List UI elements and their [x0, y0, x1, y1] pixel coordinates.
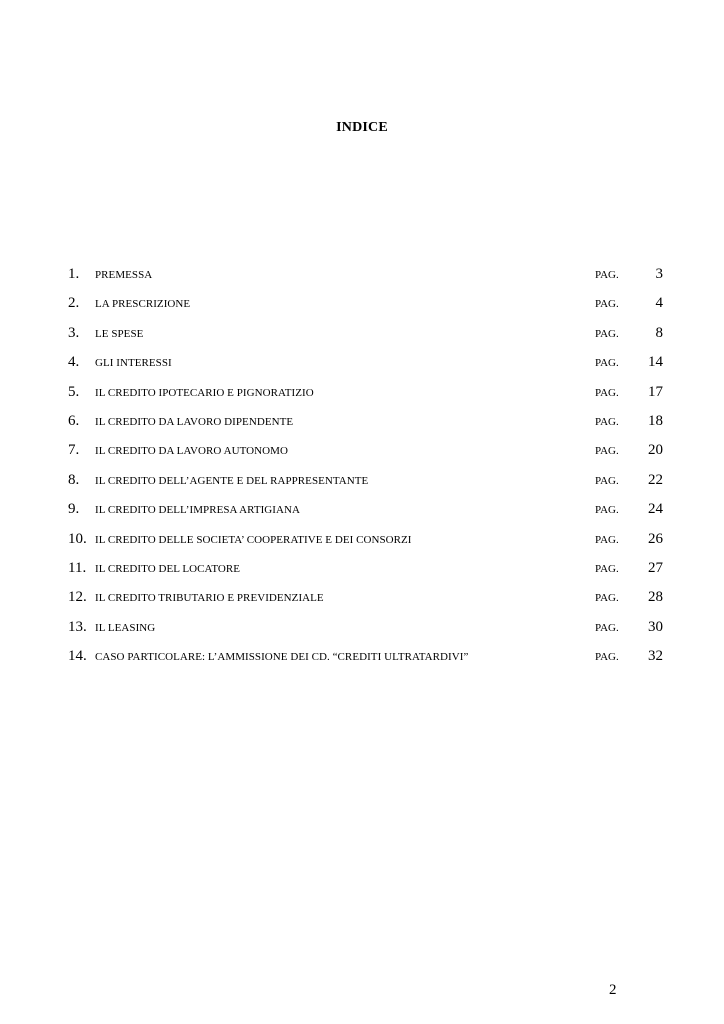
- toc-entry-11: [68, 558, 668, 587]
- toc-pag-label: PAG.: [595, 386, 619, 399]
- toc-entry-number: 6.: [68, 412, 80, 429]
- toc-pag-label: PAG.: [595, 504, 619, 517]
- toc-entry-title: IL CREDITO DELL’IMPRESA ARTIGIANA: [95, 504, 300, 517]
- toc-entry-2: [68, 293, 668, 322]
- toc-pag-label: PAG.: [595, 445, 619, 458]
- toc-entry-title: IL CREDITO TRIBUTARIO E PREVIDENZIALE: [95, 592, 324, 605]
- toc-entry-title: LA PRESCRIZIONE: [95, 298, 191, 311]
- toc-pag-label: PAG.: [595, 357, 619, 370]
- toc-entry-number: 5.: [68, 383, 80, 400]
- toc-entry-number: 14.: [68, 648, 87, 665]
- toc-entry-number: 13.: [68, 618, 87, 635]
- toc-pag-label: PAG.: [595, 562, 619, 575]
- toc-entry-number: 12.: [68, 589, 87, 606]
- toc-page-number: 24: [648, 501, 663, 518]
- toc-pag-label: PAG.: [595, 474, 619, 487]
- toc-entry-5: [68, 382, 668, 411]
- toc-entry-12: [68, 587, 668, 616]
- toc-pag-label: PAG.: [595, 533, 619, 546]
- toc-pag-label: PAG.: [595, 621, 619, 634]
- toc-entry-1: [68, 264, 668, 293]
- page-number: 2: [609, 982, 617, 998]
- toc-entry-title: PREMESSA: [95, 269, 153, 281]
- toc-entry-number: 1.: [68, 266, 80, 282]
- toc-pag-label: PAG.: [595, 592, 619, 605]
- toc-entry-9: [68, 499, 668, 528]
- toc-pag-label: PAG.: [595, 651, 619, 664]
- toc-pag-label: PAG.: [595, 327, 619, 340]
- toc-pag-label: PAG.: [595, 269, 619, 281]
- toc-entry-number: 2.: [68, 295, 80, 312]
- toc-entry-number: 9.: [68, 501, 80, 518]
- toc-entry-title: IL LEASING: [95, 621, 156, 634]
- toc-page-number: 8: [655, 324, 663, 341]
- toc-entry-3: [68, 323, 668, 352]
- toc-page-number: 17: [648, 383, 663, 400]
- toc-entry-4: [68, 352, 668, 381]
- toc-page-number: 4: [655, 295, 663, 312]
- toc-entry-number: 7.: [68, 442, 80, 459]
- toc-entry-title: IL CREDITO DEL LOCATORE: [95, 562, 241, 575]
- toc-entry-title: IL CREDITO DA LAVORO AUTONOMO: [95, 445, 288, 458]
- toc-entry-8: [68, 470, 668, 499]
- toc-entry-number: 8.: [68, 471, 80, 488]
- toc-pag-label: PAG.: [595, 415, 619, 428]
- page-title: INDICE: [336, 120, 388, 135]
- toc-entry-number: 10.: [68, 530, 87, 547]
- toc-entry-title: LE SPESE: [95, 327, 144, 340]
- toc-page-number: 20: [648, 442, 663, 459]
- toc-entry-title: GLI INTERESSI: [95, 357, 172, 370]
- toc-page-number: 32: [648, 648, 663, 665]
- toc-entry-number: 11.: [68, 559, 87, 576]
- toc-entry-6: [68, 411, 668, 440]
- toc-page-number: 22: [648, 471, 663, 488]
- toc-page-number: 14: [648, 354, 663, 371]
- toc-entry-title: IL CREDITO IPOTECARIO E PIGNORATIZIO: [95, 386, 314, 399]
- toc-page-number: 18: [648, 412, 663, 429]
- toc-entry-title: IL CREDITO DELLE SOCIETA’ COOPERATIVE E DEI CONSORZI: [95, 533, 412, 546]
- toc-page-number: 26: [648, 530, 663, 547]
- toc-entry-number: 3.: [68, 324, 80, 341]
- toc-entry-title: CASO PARTICOLARE: L’AMMISSIONE DEI CD. “CREDITI ULTRATARDIVI”: [95, 651, 469, 664]
- toc-entry-14: [68, 646, 668, 675]
- toc-entry-7: [68, 440, 668, 469]
- toc-entry-title: IL CREDITO DA LAVORO DIPENDENTE: [95, 415, 294, 428]
- table-of-contents: [68, 264, 668, 675]
- toc-entry-number: 4.: [68, 354, 80, 371]
- toc-page-number: 27: [648, 559, 663, 576]
- toc-entry-title: IL CREDITO DELL’AGENTE E DEL RAPPRESENTANTE: [95, 474, 369, 487]
- toc-page-number: 3: [655, 266, 663, 282]
- toc-entry-10: [68, 529, 668, 558]
- toc-page-number: 28: [648, 589, 663, 606]
- toc-pag-label: PAG.: [595, 298, 619, 311]
- toc-page-number: 30: [648, 618, 663, 635]
- toc-entry-13: [68, 617, 668, 646]
